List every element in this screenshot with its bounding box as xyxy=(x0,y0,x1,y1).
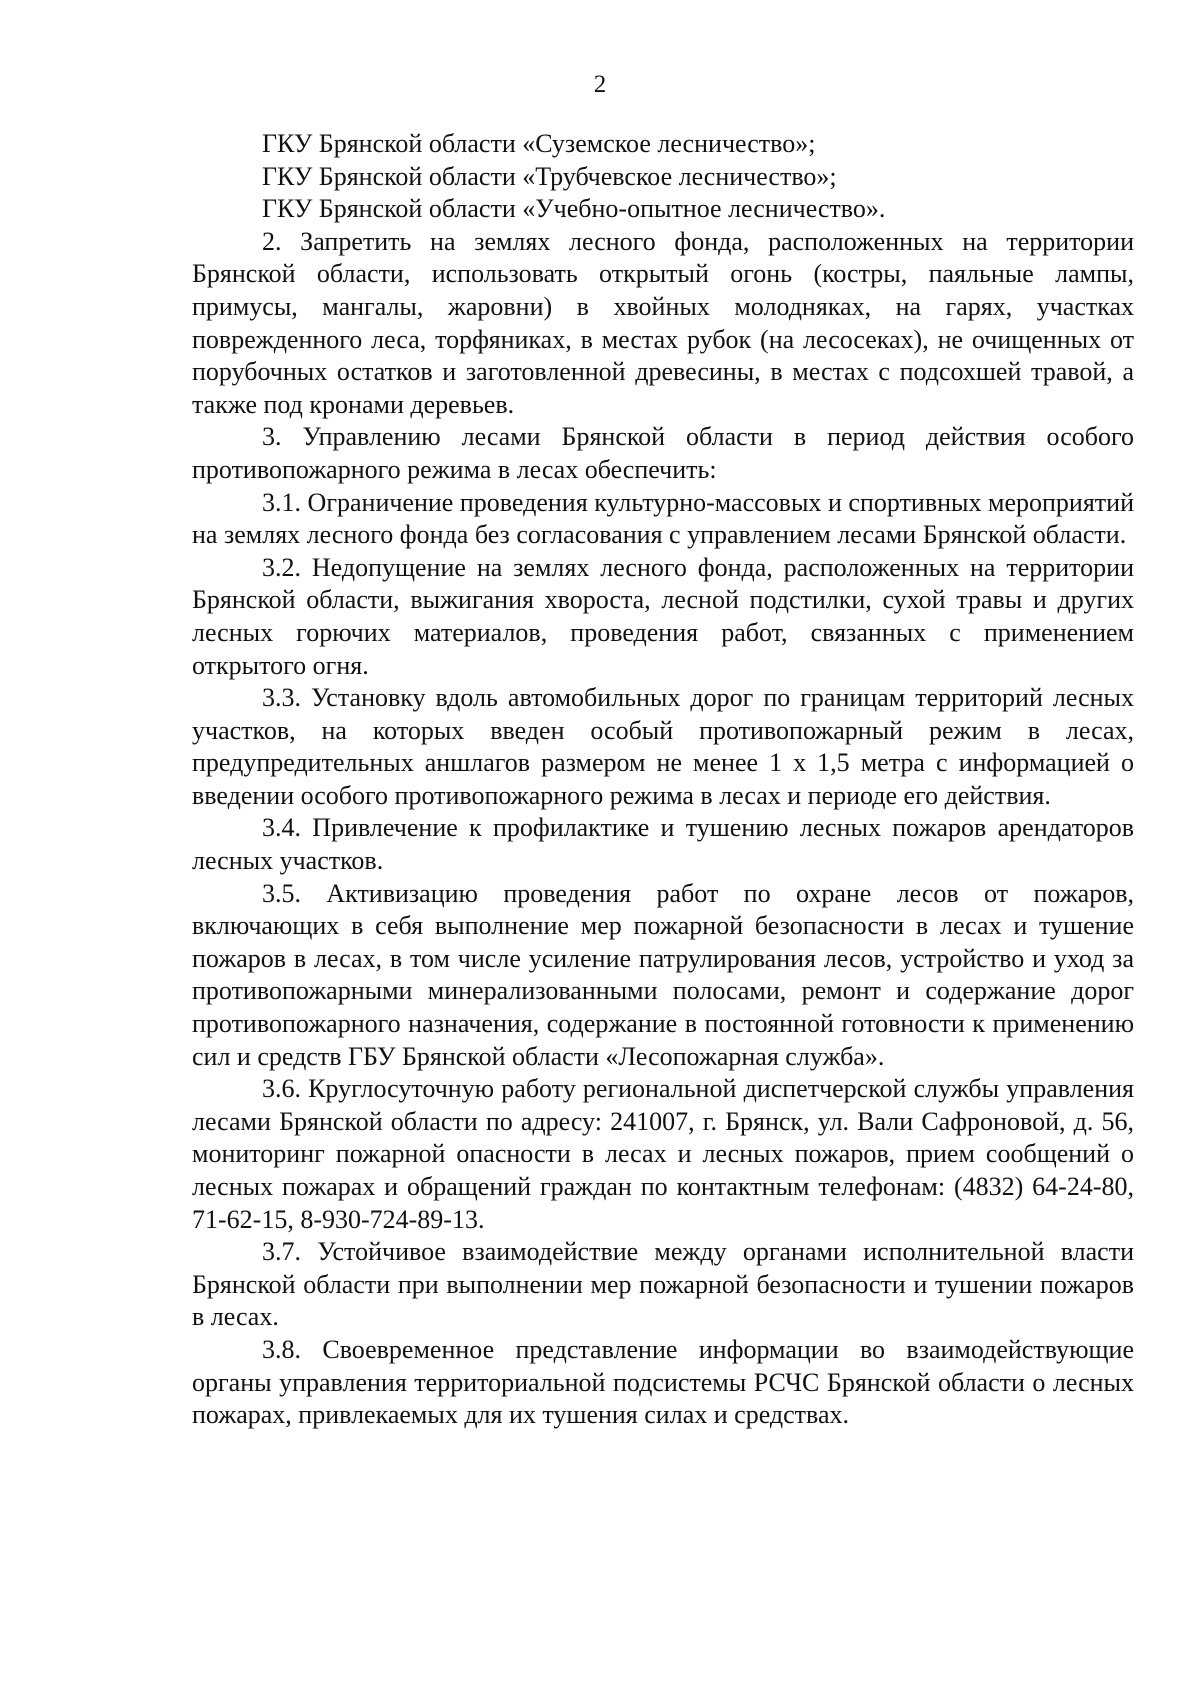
clause-3-5: 3.5. Активизацию проведения работ по охране лесов от пожаров, включающих в себя выполнение мер пожарной безопасности в лесах и тушение пожаров в лесах, в том числе усиление патрулирования лесов, устройство и уход за противопожарными минерализованными полосами, ремонт и содержание дорог противопожарного назначения, содержание в постоянной готовности к применению сил и средств ГБУ Брянской области «Лесопожарная служба». xyxy=(192,878,1134,1071)
clause-3-6: 3.6. Круглосуточную работу региональной диспетчерской службы управления лесами Брянской области по адресу: 241007, г. Брянск, ул. Вали Сафроновой, д. 56, мониторинг пожарной опасности в лесах и лесных пожаров, прием сообщений о лесных пожарах и обращений граждан по контактным телефонам: (4832) 64-24-80, 71-62-15, 8-930-724-89-13. xyxy=(192,1074,1134,1234)
clause-3-intro: 3. Управлению лесами Брянской области в период действия особого противопожарного режима в лесах обеспечить: xyxy=(192,422,1134,484)
clause-3-1: 3.1. Ограничение проведения культурно-массовых и спортивных мероприятий на землях лесного фонда без согласования с управлением лесами Брянской области. xyxy=(192,487,1134,550)
clause-3-2: 3.2. Недопущение на землях лесного фонда, расположенных на территории Брянской области, выжигания хвороста, лесной подстилки, сухой травы и других лесных горючих материалов, проведения работ, связанных с применением открытого огня. xyxy=(192,552,1134,680)
clause-3-8: 3.8. Своевременное представление информации во взаимодействующие органы управления территориальной подсистемы РСЧС Брянской области о лесных пожарах, привлекаемых для их тушения силах и средствах. xyxy=(192,1334,1134,1430)
forestry-item-uchebno-opytnoe: ГКУ Брянской области «Учебно-опытное лесничество». xyxy=(262,194,886,224)
clause-3-4: 3.4. Привлечение к профилактике и тушению лесных пожаров арендаторов лесных участков. xyxy=(192,813,1134,876)
page-number: 2 xyxy=(593,71,607,98)
forestry-item-suzemskoe: ГКУ Брянской области «Суземское лесничество»; xyxy=(262,129,816,158)
clause-3-7: 3.7. Устойчивое взаимодействие между органами исполнительной власти Брянской области при выполнении мер пожарной безопасности и тушении пожаров в лесах. xyxy=(192,1237,1134,1332)
clause-3-3: 3.3. Установку вдоль автомобильных дорог по границам территорий лесных участков, на которых введен особый противопожарный режим в лесах, предупредительных аншлагов размером не менее 1 х 1,5 метра с информацией о введении особого противопожарного режима в лесах и периоде его действия. xyxy=(192,683,1134,810)
clause-2-fire-ban: 2. Запретить на землях лесного фонда, расположенных на территории Брянской области, использовать открытый огонь (костры, паяльные лампы, примусы, мангалы, жаровни) в хвойных молодняках, на гарях, участках поврежденного леса, торфяниках, в местах рубок (на лесосеках), не очищенных от порубочных остатков и заготовленной древесины, в местах с подсохшей травой, а также под кронами деревьев. xyxy=(192,226,1134,419)
forestry-item-trubchevskoe: ГКУ Брянской области «Трубчевское лесничество»; xyxy=(262,161,837,191)
document-body xyxy=(192,128,1134,1432)
